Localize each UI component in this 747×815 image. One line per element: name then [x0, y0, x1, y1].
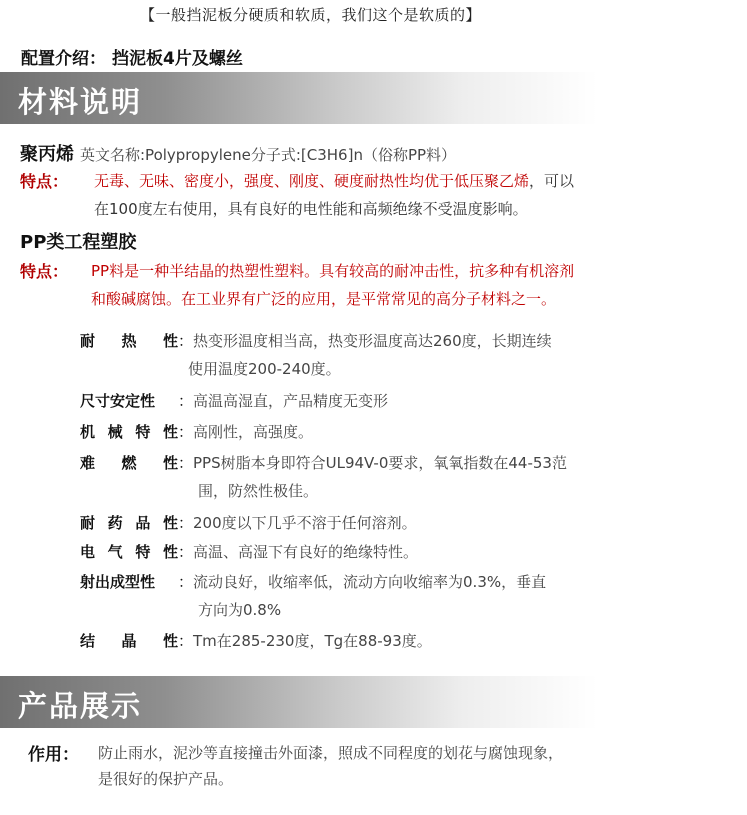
property-label-electrical: 电气特性 [80, 543, 178, 561]
feature1-line1 [94, 170, 574, 191]
property-label-mechanical: 机械特性 [80, 423, 178, 441]
material-section-banner [0, 72, 747, 124]
config-row [21, 44, 243, 69]
property-crystal: ：Tm在285-230度，Tg在88-93度。 [178, 632, 432, 650]
header-note: 【一般挡泥板分硬质和软质，我们这个是软质的】 [140, 6, 482, 24]
product-section-title: 产品展示 [18, 689, 143, 723]
property-crystal-line1: Tm在285-230度，Tg在88-93度。 [193, 632, 432, 650]
pp-name: 聚丙烯 [20, 144, 74, 165]
product-section-banner [0, 676, 747, 728]
property-molding-line1: 流动良好，收缩率低，流动方向收缩率为0.3%，垂直 [193, 573, 547, 591]
property-molding: ：流动良好，收缩率低，流动方向收缩率为0.3%，垂直 [178, 573, 547, 591]
feature1-label: 特点： [20, 172, 69, 191]
property-label-crystal: 结晶性 [80, 632, 178, 650]
pp-description: 英文名称:Polypropylene分子式:[C3H6]n（俗称PP料） [80, 146, 457, 164]
feature2-label: 特点： [20, 262, 69, 281]
property-electrical-line1: 高温、高湿下有良好的绝缘特性。 [193, 543, 419, 561]
usage-line2: 是很好的保护产品。 [98, 770, 234, 788]
property-heat-line1: 热变形温度相当高，热变形温度高达260度，长期连续 [193, 332, 552, 350]
material-section-title: 材料说明 [18, 85, 143, 119]
feature1-line2: 在100度左右使用，具有良好的电性能和高频绝缘不受温度影响。 [94, 200, 528, 218]
property-mechanical: ：高刚性，高强度。 [178, 423, 314, 441]
engineering-plastic-title: PP类工程塑胶 [20, 232, 137, 253]
feature1-rest: ，可以 [529, 172, 575, 190]
property-label-flame: 难燃性 [80, 454, 178, 472]
property-chemical: ：200度以下几乎不溶于任何溶剂。 [178, 514, 417, 532]
feature1-highlight: 无毒、无味、密度小，强度、刚度、硬度耐热性均优于低压聚乙烯 [94, 172, 530, 190]
property-heat-line2: 使用温度200-240度。 [188, 360, 341, 378]
config-value: 挡泥板4片及螺丝 [112, 49, 243, 69]
property-electrical: ：高温、高湿下有良好的绝缘特性。 [178, 543, 419, 561]
usage-line1: 防止雨水，泥沙等直接撞击外面漆，照成不同程度的划花与腐蚀现象， [98, 744, 564, 762]
property-dimension: ：高温高湿直，产品精度无变形 [178, 392, 389, 410]
property-mechanical-line1: 高刚性，高强度。 [193, 423, 314, 441]
property-label-molding: 射出成型性 [80, 573, 156, 591]
property-flame: ：PPS树脂本身即符合UL94V-0要求，氧氧指数在44-53范 [178, 454, 567, 472]
property-chemical-line1: 200度以下几乎不溶于任何溶剂。 [193, 514, 417, 532]
property-flame-line1: PPS树脂本身即符合UL94V-0要求，氧氧指数在44-53范 [193, 454, 567, 472]
property-molding-line2: 方向为0.8% [198, 601, 282, 619]
property-flame-line2: 围，防然性极佳。 [198, 482, 319, 500]
config-label: 配置介绍： [21, 49, 106, 69]
usage-label: 作用： [28, 745, 79, 765]
property-label-chemical: 耐药品性 [80, 514, 178, 532]
property-label-dimension: 尺寸安定性 [80, 392, 156, 410]
pp-intro-row [20, 140, 456, 166]
property-heat: ：热变形温度相当高，热变形温度高达260度，长期连续 [178, 332, 552, 350]
feature2-line2: 和酸碱腐蚀。在工业界有广泛的应用，是平常常见的高分子材料之一。 [91, 290, 557, 308]
property-dimension-line1: 高温高湿直，产品精度无变形 [193, 392, 389, 410]
feature2-line1: PP料是一种半结晶的热塑性塑料。具有较高的耐冲击性，抗多种有机溶剂 [91, 262, 575, 280]
property-label-heat: 耐热性 [80, 332, 178, 350]
